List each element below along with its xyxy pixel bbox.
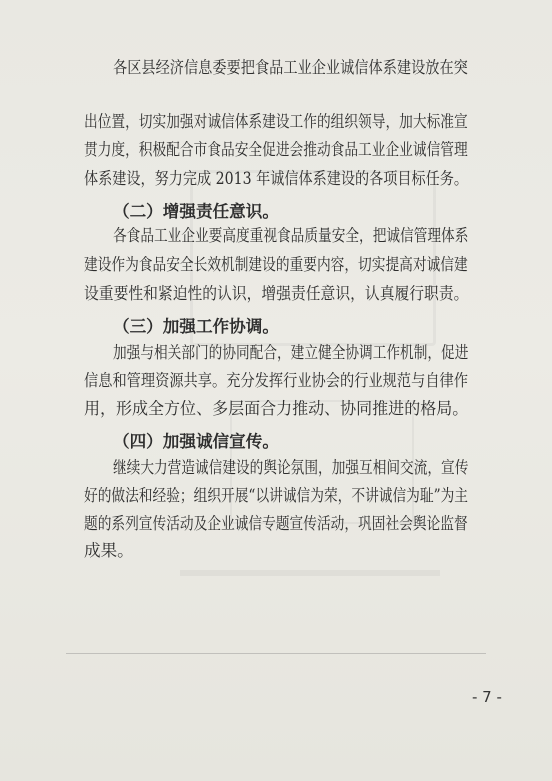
body-text-line: 体系建设，努力完成 2013 年诚信体系建设的各项目标任务。 [84,169,469,188]
body-text-line: 建设作为食品安全长效机制建设的重要内容，切实提高对诚信建 [84,255,468,274]
body-text-line: 信息和管理资源共享。充分发挥行业协会的行业规范与自律作 [84,371,469,390]
body-text-line: 各食品工业企业要高度重视食品质量安全，把诚信管理体系 [113,226,469,245]
body-text-line: 各区县经济信息委要把食品工业企业诚信体系建设放在突 [113,58,468,77]
body-text-line: 题的系列宣传活动及企业诚信专题宣传活动，巩固社会舆论监督 [84,514,468,533]
body-text-line: 设重要性和紧迫性的认识，增强责任意识，认真履行职责。 [84,284,469,303]
faded-footer-rule [66,653,486,656]
section-heading: （四）加强诚信宣传。 [113,431,279,451]
body-text-line: 贯力度，积极配合市食品安全促进会推动食品工业企业诚信管理 [84,140,468,159]
section-heading: （二）增强责任意识。 [113,201,279,221]
body-text-line: 出位置，切实加强对诚信体系建设工作的组织领导，加大标准宣 [84,112,468,131]
body-text-line: 用，形成全方位、多层面合力推动、协同推进的格局。 [84,399,469,418]
body-text-line: 加强与相关部门的协同配合，建立健全协调工作机制，促进 [113,343,469,362]
page-number: - 7 - [472,688,502,706]
section-heading: （三）加强工作协调。 [113,316,279,336]
body-text-line: 好的做法和经验；组织开展“以讲诚信为荣，不讲诚信为耻”为主 [84,486,468,505]
body-text-line: 成果。 [84,541,134,560]
body-text-line: 继续大力营造诚信建设的舆论氛围，加强互相间交流，宣传 [113,458,469,477]
